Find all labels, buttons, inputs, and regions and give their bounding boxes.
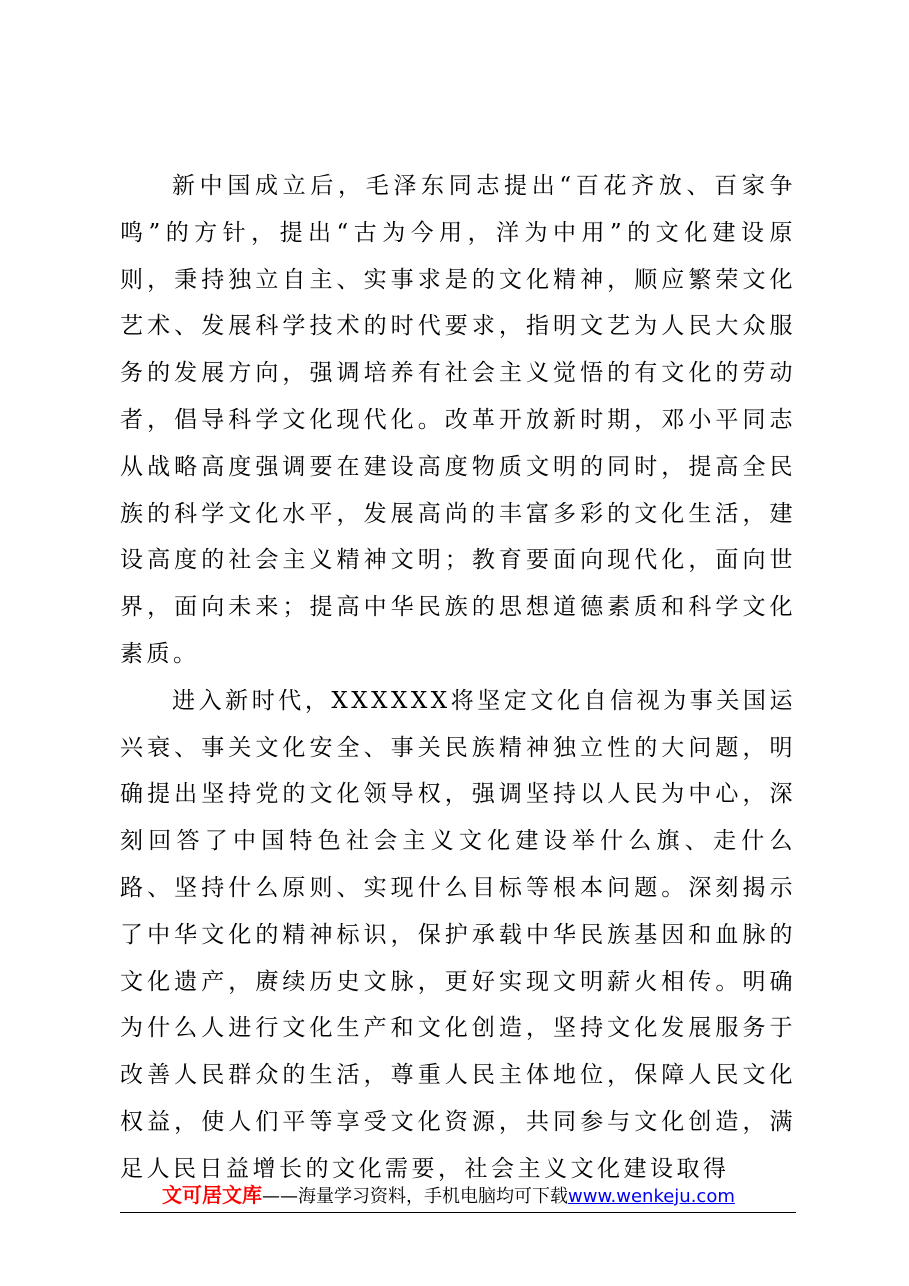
document-body [120, 163, 796, 1193]
body-paragraph-1: 新中国成立后，毛泽东同志提出“百花齐放、百家争鸣”的方针，提出“古为今用，洋为中用”的文化建设原则，秉持独立自主、实事求是的文化精神，顺应繁荣文化艺术、发展科学技术的时代要求，指明文艺为人民大众服务的发展方向，强调培养有社会主义觉悟的有文化的劳动者，倡导科学文化现代化。改革开放新时期，邓小平同志从战略高度强调要在建设高度物质文明的同时，提高全民族的科学文化水平，发展高尚的丰富多彩的文化生活，建设高度的社会主义精神文明；教育要面向现代化，面向世界，面向未来；提高中华民族的思想道德素质和科学文化素质。 [120, 173, 796, 667]
page-footer [120, 1182, 796, 1213]
footer-brand: 文可居文库 [162, 1183, 262, 1207]
body-paragraph-2: 进入新时代，XXXXXX将坚定文化自信视为事关国运兴衰、事关文化安全、事关民族精神独立性的大问题，明确提出坚持党的文化领导权，强调坚持以人民为中心，深刻回答了中国特色社会主义文化建设举什么旗、走什么路、坚持什么原则、实现什么目标等根本问题。深刻揭示了中华文化的精神标识，保护承载中华民族基因和血脉的文化遗产，赓续历史文脉，更好实现文明薪火相传。明确为什么人进行文化生产和文化创造，坚持文化发展服务于改善人民群众的生活，尊重人民主体地位，保障人民文化权益，使人们平等享受文化资源，共同参与文化创造，满足人民日益增长的文化需要，社会主义文化建设取得 [120, 687, 796, 1182]
footer-banner [162, 1182, 735, 1210]
footer-slogan: ——海量学习资料，手机电脑均可下载 [262, 1186, 568, 1207]
footer-site-link[interactable]: www.wenkeju.com [568, 1186, 735, 1207]
